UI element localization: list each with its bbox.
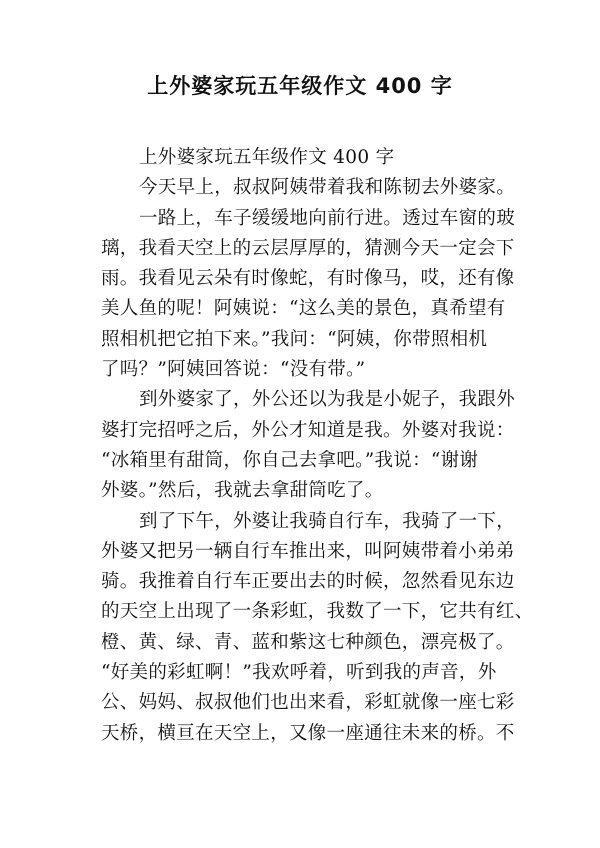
text-line: 璃，我看天空上的云层厚厚的，猜测今天一定会下 <box>101 237 515 259</box>
text-line: 一路上，车子缓缓地向前行进。透过车窗的玻 <box>139 207 516 229</box>
text-line: 公、妈妈、叔叔他们也出来看，彩虹就像一座七彩 <box>101 692 515 714</box>
document-title: 上外婆家玩五年级作文 400 字 <box>147 74 453 98</box>
text-line: 婆打完招呼之后，外公才知道是我。外婆对我说： <box>101 419 515 441</box>
text-line: “好美的彩虹啊！”我欢呼着，听到我的声音，外 <box>101 662 497 684</box>
text-line: 到了下午，外婆让我骑自行车，我骑了一下， <box>139 510 516 532</box>
text-line: 到外婆家了，外公还以为我是小妮子，我跟外 <box>139 389 516 411</box>
text-line: 今天早上，叔叔阿姨带着我和陈韧去外婆家。 <box>139 177 516 199</box>
text-line: 外婆。”然后，我就去拿甜筒吃了。 <box>101 480 384 502</box>
text-line: 骑。我推着自行车正要出去的时候，忽然看见东边 <box>101 571 515 593</box>
text-line: 了吗？”阿姨回答说：“没有带。” <box>101 359 366 381</box>
text-line: “冰箱里有甜筒，你自己去拿吧。”我说：“谢谢 <box>101 449 479 471</box>
text-line: 橙、黄、绿、青、蓝和紫这七种颜色，漂亮极了。 <box>101 631 515 653</box>
text-line: 上外婆家玩五年级作文 400 字 <box>139 147 395 168</box>
text-line: 雨。我看见云朵有时像蛇，有时像马，哎，还有像 <box>101 268 515 290</box>
text-line: 外婆又把另一辆自行车推出来，叫阿姨带着小弟弟 <box>101 540 515 562</box>
essay-body <box>101 143 534 749</box>
text-line: 天桥，横亘在天空上，又像一座通往未来的桥。不 <box>101 722 515 744</box>
text-line: 照相机把它拍下来。”我问：“阿姨，你带照相机 <box>101 328 488 350</box>
text-line: 美人鱼的呢！阿姨说：“这么美的景色，真希望有 <box>101 298 506 320</box>
text-line: 的天空上出现了一条彩虹，我数了一下，它共有红、 <box>101 601 534 623</box>
